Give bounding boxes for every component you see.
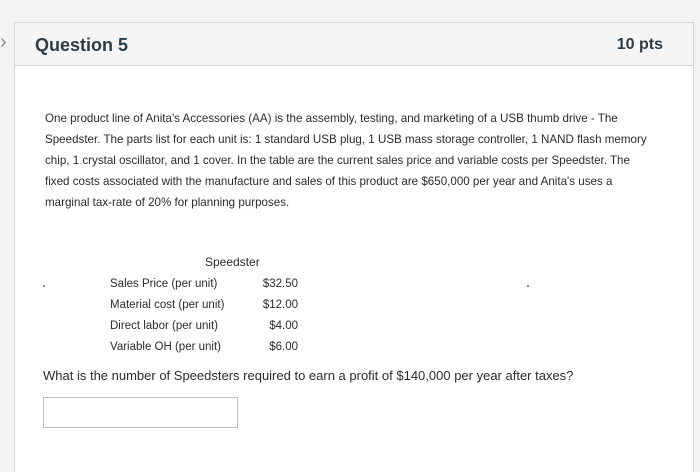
- cost-table-title: Speedster: [205, 255, 260, 269]
- answer-input[interactable]: [43, 397, 238, 428]
- cost-table-label: Material cost (per unit): [110, 299, 225, 311]
- question-text: [45, 108, 655, 213]
- cost-table-value: $6.00: [269, 341, 298, 353]
- cost-table-value: $12.00: [262, 299, 298, 311]
- decorative-dot: [527, 285, 529, 287]
- question-title: Question 5: [35, 35, 129, 55]
- cost-table-label: Sales Price (per unit): [110, 278, 218, 290]
- chevron-right-icon[interactable]: ›: [0, 31, 7, 53]
- decorative-dot: [43, 285, 45, 287]
- cost-table-value: $4.00: [269, 320, 298, 332]
- question-paragraph: One product line of Anita's Accessories (AA) is the assembly, testing, and marketing of a USB thumb drive - The Speedster. The parts list for each unit is: 1 standard USB plug, 1 USB mass storage controller, 1 NAND flash memory chip, 1 crystal oscillator, and 1 cover. In the table are the current sales price and variable costs per Speedster. The fixed costs associated with the manufacture and sales of this product are $650,000 per year and Anita's uses a marginal tax-rate of 20% for planning purposes.: [45, 112, 647, 209]
- question-points: 10 pts: [616, 36, 663, 53]
- cost-table-value: $32.50: [262, 278, 298, 290]
- question-header: [15, 23, 693, 66]
- cost-table-label: Variable OH (per unit): [110, 341, 221, 353]
- question-prompt: What is the number of Speedsters required to earn a profit of $140,000 per year after taxes?: [43, 368, 574, 383]
- question-card: [14, 22, 694, 472]
- cost-table-label: Direct labor (per unit): [110, 320, 219, 332]
